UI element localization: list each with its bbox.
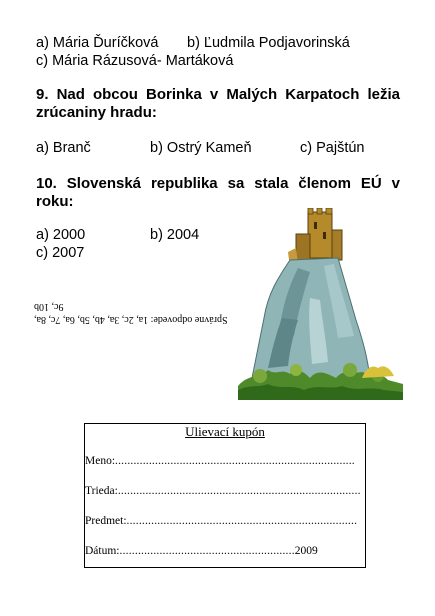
name-label: Meno: — [85, 455, 116, 467]
question-10: 10. Slovenská republika sa stala členom EÚ v roku: — [36, 175, 400, 210]
class-label: Trieda: — [85, 485, 118, 497]
q9-answer-c: c) Pajštún — [300, 140, 365, 156]
castle-rock-illustration — [238, 208, 403, 400]
question-9: 9. Nad obcou Borinka v Malých Karpatoch ležia zrúcaniny hradu: — [36, 86, 400, 121]
subject-dots[interactable]: ........................................................................... — [126, 515, 358, 527]
date-label: Dátum: — [85, 545, 120, 557]
date-year: 2009 — [294, 545, 318, 557]
answer-key-line2: 9c, 10b — [34, 301, 64, 312]
date-field[interactable] — [85, 545, 318, 557]
subject-field[interactable] — [85, 515, 357, 527]
q10-answer-a: a) 2000 — [36, 227, 86, 243]
coupon-box — [84, 423, 366, 568]
q10-answer-c: c) 2007 — [36, 245, 85, 261]
name-dots[interactable]: .............................................................................. — [115, 455, 355, 467]
q10-answer-b: b) 2004 — [150, 227, 200, 243]
q9-answer-a: a) Branč — [36, 140, 91, 156]
subject-label: Predmet: — [85, 515, 127, 527]
coupon-title — [85, 424, 365, 440]
class-dots[interactable]: ............................................................................... — [117, 485, 361, 497]
name-field[interactable] — [85, 455, 355, 467]
q8-answer-c: c) Mária Rázusová- Martáková — [36, 53, 234, 69]
answer-key-inverted — [34, 296, 244, 326]
q8-answer-a: a) Mária Ďuríčková — [36, 35, 159, 51]
q9-answer-b: b) Ostrý Kameň — [150, 140, 252, 156]
q8-answer-b: b) Ľudmila Podjavorinská — [187, 35, 350, 51]
coupon-title-text: Ulievací kupón — [185, 424, 265, 439]
answer-key-line1: Správne odpovede: 1a, 2c, 3a, 4b, 5b, 6a, 7c, 8a, — [34, 314, 228, 325]
date-dots[interactable]: ......................................................... — [119, 545, 295, 557]
class-field[interactable] — [85, 485, 361, 497]
